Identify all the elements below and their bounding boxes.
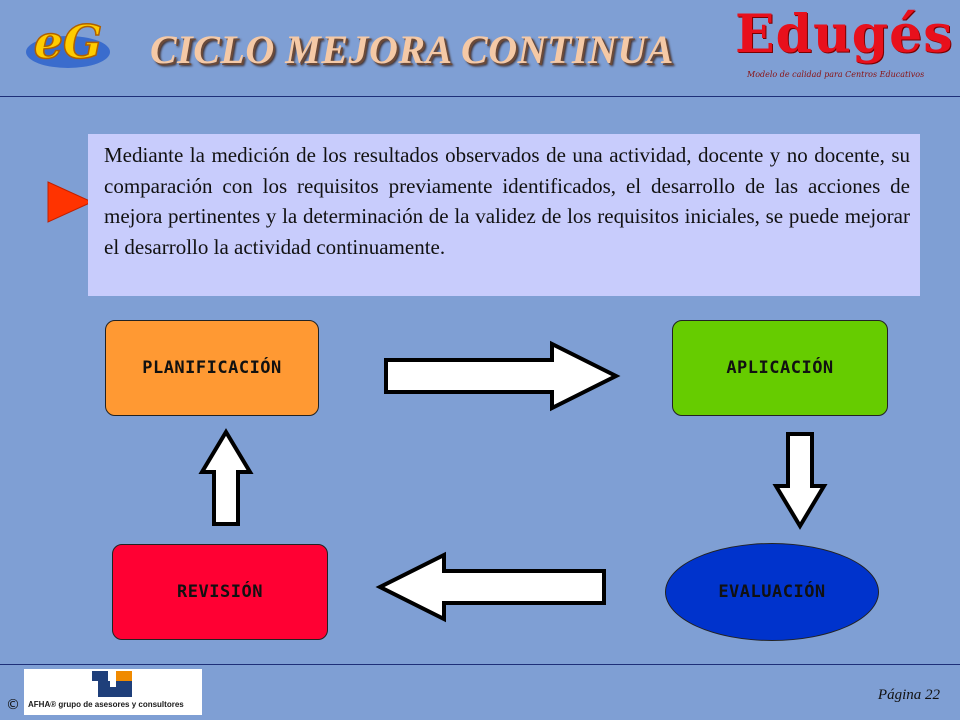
afha-logo <box>24 669 202 715</box>
arrow-down-icon <box>774 430 826 530</box>
node-planificacion-label: PLANIFICACIÓN <box>142 358 282 378</box>
arrow-left-icon <box>376 551 608 623</box>
eg-logo <box>18 8 118 78</box>
intro-text-box <box>88 134 920 296</box>
node-revision-label: REVISIÓN <box>177 582 263 602</box>
page-title: CICLO MEJORA CONTINUA <box>150 27 674 72</box>
footer-divider <box>0 664 960 665</box>
eduges-logo <box>735 4 954 86</box>
node-evaluacion <box>665 543 879 641</box>
intro-text: Mediante la medición de los resultados observados de una actividad, docente y no docente, su comparación con los requisitos previamente identificados, el desarrollo de las acciones de mejora pertinentes y la determinación de la validez de los requisitos iniciales, se puede mejorar el desarrollo la actividad continuamente. <box>104 143 910 259</box>
page-number: Página 22 <box>877 687 940 703</box>
node-planificacion <box>105 320 319 416</box>
node-evaluacion-label: EVALUACIÓN <box>718 582 826 602</box>
afha-logo-text: AFHA® grupo de asesores y consultores <box>28 700 184 709</box>
arrow-up-icon <box>200 428 252 528</box>
eduges-logo-tagline: Modelo de calidad para Centros Educativos <box>747 70 925 79</box>
eduges-logo-word: Edugés <box>735 4 954 65</box>
node-revision <box>112 544 328 640</box>
node-aplicacion-label: APLICACIÓN <box>726 358 834 378</box>
node-aplicacion <box>672 320 888 416</box>
copyright-symbol: © <box>6 697 20 713</box>
header-divider <box>0 96 960 97</box>
eg-logo-text: eG <box>33 15 103 69</box>
arrow-right-icon <box>382 340 622 412</box>
afha-logo-mark <box>24 669 202 699</box>
